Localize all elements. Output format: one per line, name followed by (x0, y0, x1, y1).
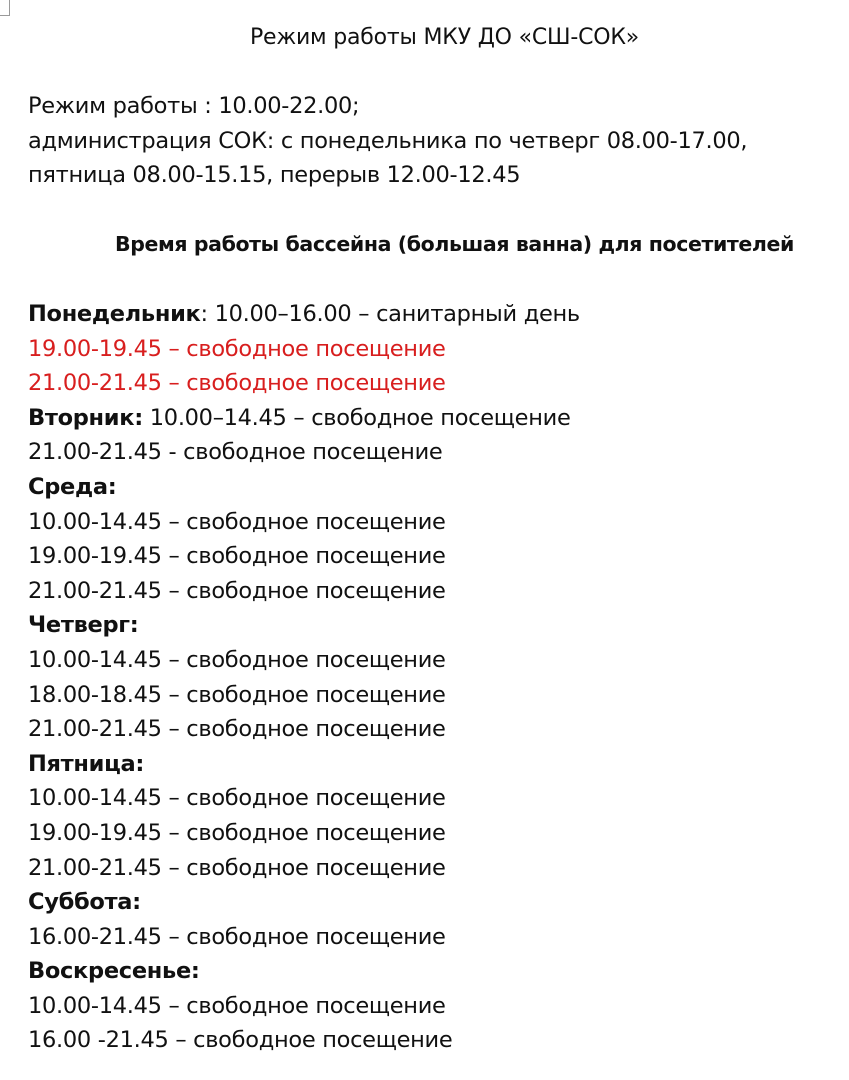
schedule-slot-saturday-1: 16.00-21.45 – свободное посещение (28, 923, 446, 950)
pool-schedule (28, 297, 580, 1058)
schedule-slot-thursday-1: 10.00-14.45 – свободное посещение (28, 646, 446, 673)
day-label-tuesday: Вторник: (28, 404, 143, 431)
schedule-slot-friday-2: 19.00-19.45 – свободное посещение (28, 819, 446, 846)
schedule-slot-friday-1: 10.00-14.45 – свободное посещение (28, 785, 446, 812)
tuesday-header (28, 401, 580, 436)
schedule-slot-monday-1: 19.00-19.45 – свободное посещение (28, 335, 446, 362)
monday-header (28, 297, 580, 332)
schedule-slot-tuesday-1: 21.00-21.45 - свободное посещение (28, 439, 443, 466)
day-label-saturday: Суббота: (28, 889, 141, 916)
day-label-monday: Понедельник (28, 301, 201, 327)
day-label-thursday: Четверг: (28, 612, 139, 639)
day-label-sunday: Воскресенье: (28, 958, 200, 985)
tuesday-inline-slot: 10.00–14.45 – свободное посещение (142, 404, 571, 431)
intro-line-hours: Режим работы : 10.00-22.00; (28, 93, 360, 119)
working-hours-intro (28, 89, 747, 193)
pool-schedule-heading: Время работы бассейна (большая ванна) для посетителей (115, 232, 794, 256)
page-corner-mark (0, 0, 10, 16)
schedule-slot-wednesday-2: 19.00-19.45 – свободное посещение (28, 543, 446, 570)
schedule-slot-thursday-3: 21.00-21.45 – свободное посещение (28, 716, 446, 743)
intro-line-friday-break: пятница 08.00-15.15, перерыв 12.00-12.45 (28, 162, 521, 189)
intro-line-administration: администрация СОК: с понедельника по четверг 08.00-17.00, (28, 127, 748, 154)
day-label-friday: Пятница: (28, 750, 145, 777)
schedule-slot-sunday-1: 10.00-14.45 – свободное посещение (28, 992, 446, 1019)
schedule-slot-thursday-2: 18.00-18.45 – свободное посещение (28, 681, 446, 708)
schedule-slot-monday-2: 21.00-21.45 – свободное посещение (28, 370, 446, 397)
schedule-slot-wednesday-3: 21.00-21.45 – свободное посещение (28, 577, 446, 604)
document-title: Режим работы МКУ ДО «СШ-СОК» (249, 25, 640, 50)
schedule-slot-friday-3: 21.00-21.45 – свободное посещение (28, 854, 446, 881)
schedule-slot-sunday-2: 16.00 -21.45 – свободное посещение (28, 1027, 453, 1054)
monday-sanitary-day: : 10.00–16.00 – санитарный день (200, 301, 580, 327)
schedule-slot-wednesday-1: 10.00-14.45 – свободное посещение (28, 508, 446, 535)
day-label-wednesday: Среда: (28, 473, 117, 500)
